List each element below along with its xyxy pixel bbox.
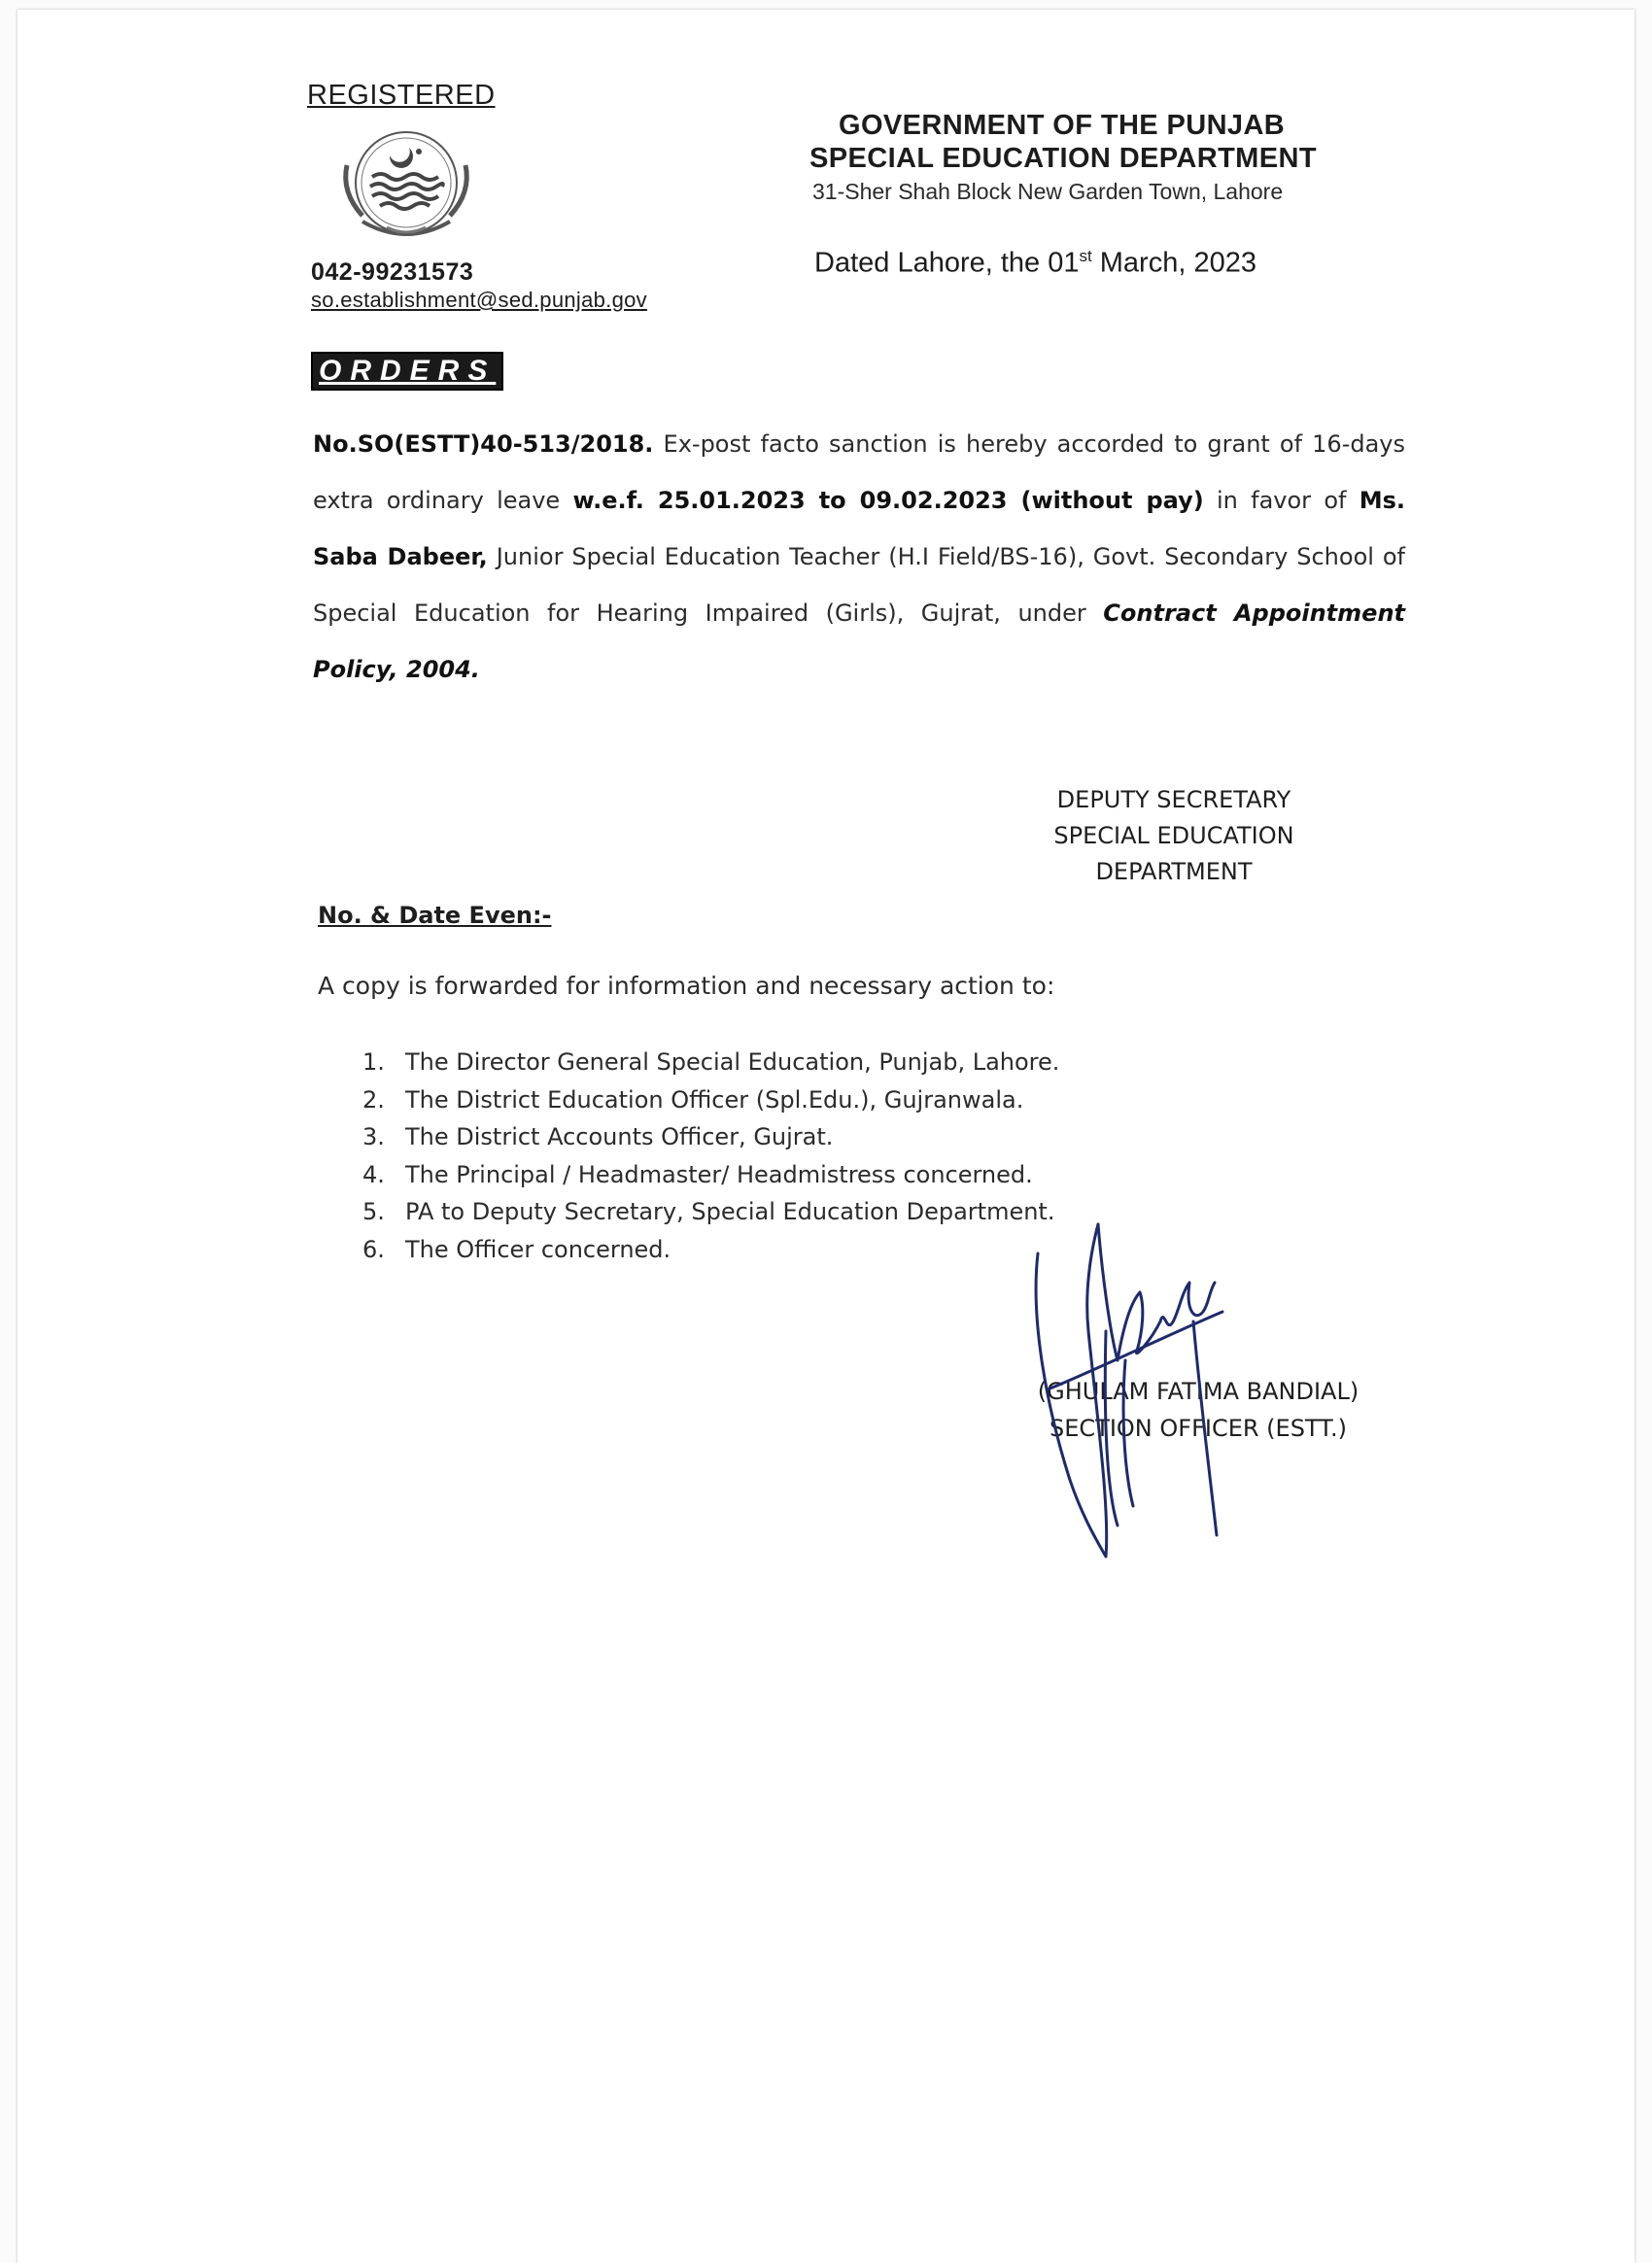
list-item-number: 5. xyxy=(362,1198,385,1225)
policy-name: Contract Appointment Policy, 2004. xyxy=(313,600,1405,683)
deputy-secretary-line3: DEPARTMENT xyxy=(1095,858,1253,885)
list-item-text: The District Education Officer (Spl.Edu.), Gujranwala. xyxy=(405,1085,1024,1114)
list-item-number: 2. xyxy=(362,1085,385,1114)
officer-designation: SECTION OFFICER (ESTT.) xyxy=(1050,1415,1347,1442)
list-item xyxy=(362,1231,1059,1269)
order-text-3: Junior Special Education Teacher (H.I Field/BS-16), Govt. Secondary School of Special Education for Hearing Impaired (Girls), Gujrat, under xyxy=(313,543,1405,627)
order-text-1: Ex-post facto sanction is hereby accorded to grant of 16-days extra ordinary leave xyxy=(313,430,1405,514)
reference-number: No.SO(ESTT)40-513/2018. xyxy=(313,430,654,458)
employee-name: Ms. Saba Dabeer, xyxy=(313,487,1406,570)
list-item-text: The Officer concerned. xyxy=(405,1235,671,1263)
punjab-seal-icon xyxy=(333,126,479,251)
handwritten-signature-icon xyxy=(1009,1215,1271,1564)
list-item xyxy=(362,1081,1059,1119)
copy-forwarded-line: A copy is forwarded for information and necessary action to: xyxy=(318,972,1055,1000)
list-item xyxy=(362,1118,1059,1156)
list-item xyxy=(362,1044,1059,1081)
list-item-number: 3. xyxy=(362,1123,385,1150)
email-address: so.establishment@sed.punjab.gov xyxy=(311,288,647,312)
phone-number: 042-99231573 xyxy=(311,258,474,286)
officer-name: (GHULAM FATIMA BANDIAL) xyxy=(1037,1378,1359,1405)
no-date-even: No. & Date Even:- xyxy=(318,902,552,929)
deputy-secretary-block xyxy=(1038,782,1310,890)
registered-label: REGISTERED xyxy=(307,80,496,111)
department-title: SPECIAL EDUCATION DEPARTMENT xyxy=(809,143,1317,174)
dated-sup: st xyxy=(1079,247,1092,265)
list-item-text: The Director General Special Education, Punjab, Lahore. xyxy=(405,1048,1060,1076)
dated-suffix: March, 2023 xyxy=(1091,247,1256,279)
list-item-text: PA to Deputy Secretary, Special Education Department. xyxy=(405,1198,1055,1225)
list-item xyxy=(362,1193,1059,1231)
list-item-text: The District Accounts Officer, Gujrat. xyxy=(405,1123,834,1150)
list-item-number: 1. xyxy=(362,1048,385,1076)
government-title: GOVERNMENT OF THE PUNJAB xyxy=(839,110,1286,141)
recipient-list xyxy=(362,1044,1059,1268)
deputy-secretary-line2: SPECIAL EDUCATION xyxy=(1053,822,1294,849)
list-item-number: 4. xyxy=(362,1160,385,1188)
document-page xyxy=(17,10,1635,2263)
deputy-secretary-line1: DEPUTY SECRETARY xyxy=(1056,786,1291,813)
dated-line xyxy=(814,247,1256,280)
department-address: 31-Sher Shah Block New Garden Town, Lahore xyxy=(812,179,1284,204)
dated-prefix: Dated Lahore, the 01 xyxy=(814,247,1080,279)
order-body xyxy=(313,416,1405,698)
list-item-text: The Principal / Headmaster/ Headmistress concerned. xyxy=(405,1160,1033,1188)
list-item-number: 6. xyxy=(362,1235,385,1263)
leave-period: w.e.f. 25.01.2023 to 09.02.2023 (without pay) xyxy=(572,487,1204,514)
list-item xyxy=(362,1156,1059,1194)
orders-heading: ORDERS xyxy=(311,352,503,391)
order-text-2: in favor of xyxy=(1203,487,1359,514)
